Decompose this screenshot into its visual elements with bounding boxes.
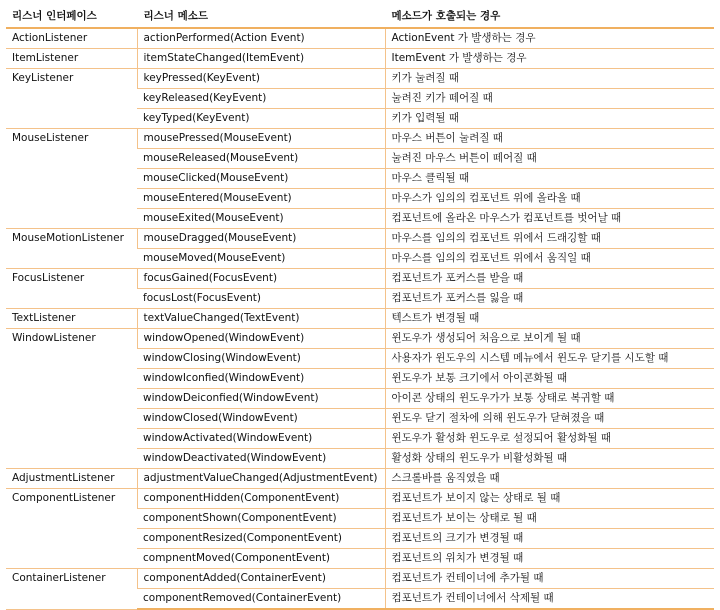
cell-when: 눌려진 마우스 버튼이 떼어질 때 [385, 149, 714, 169]
cell-method: componentShown(ComponentEvent) [137, 509, 385, 529]
table-row [6, 569, 714, 589]
cell-interface: AdjustmentListener [6, 469, 137, 489]
cell-when: 키가 입력될 때 [385, 109, 714, 129]
cell-when: 윈도우 닫기 절차에 의해 윈도우가 닫혀졌을 때 [385, 409, 714, 429]
cell-method: mouseExited(MouseEvent) [137, 209, 385, 229]
table-row [6, 69, 714, 89]
table-row [6, 469, 714, 489]
cell-when: 컴포넌트가 컨테이너에서 삭제될 때 [385, 589, 714, 610]
header-interface: 리스너 인터페이스 [6, 6, 137, 28]
cell-method: adjustmentValueChanged(AdjustmentEvent) [137, 469, 385, 489]
cell-method: windowActivated(WindowEvent) [137, 429, 385, 449]
cell-when: 컴포넌트가 컨테이너에 추가될 때 [385, 569, 714, 589]
listener-table-container [6, 6, 714, 610]
cell-method: focusLost(FocusEvent) [137, 289, 385, 309]
cell-when: 눌려진 키가 떼어질 때 [385, 89, 714, 109]
table-header-row [6, 6, 714, 28]
cell-when: 컴포넌트가 보이는 상태로 될 때 [385, 509, 714, 529]
cell-when: 스크롤바를 움직였을 때 [385, 469, 714, 489]
cell-when: 사용자가 윈도우의 시스템 메뉴에서 윈도우 닫기를 시도할 때 [385, 349, 714, 369]
cell-method: textValueChanged(TextEvent) [137, 309, 385, 329]
cell-interface: MouseMotionListener [6, 229, 137, 269]
cell-interface: WindowListener [6, 329, 137, 469]
cell-method: windowClosing(WindowEvent) [137, 349, 385, 369]
cell-method: windowDeiconfied(WindowEvent) [137, 389, 385, 409]
cell-method: keyPressed(KeyEvent) [137, 69, 385, 89]
cell-method: windowDeactivated(WindowEvent) [137, 449, 385, 469]
table-row [6, 129, 714, 149]
cell-interface: TextListener [6, 309, 137, 329]
cell-method: componentResized(ComponentEvent) [137, 529, 385, 549]
cell-when: 컴포넌트의 크기가 변경될 때 [385, 529, 714, 549]
cell-interface: MouseListener [6, 129, 137, 229]
cell-method: windowIconfied(WindowEvent) [137, 369, 385, 389]
table-row [6, 229, 714, 249]
cell-method: componentAdded(ContainerEvent) [137, 569, 385, 589]
table-row [6, 49, 714, 69]
cell-when: 윈도우가 활성화 윈도우로 설정되어 활성화될 때 [385, 429, 714, 449]
header-method: 리스너 메소드 [137, 6, 385, 28]
cell-interface: KeyListener [6, 69, 137, 129]
cell-when: 컴포넌트에 올라온 마우스가 컴포넌트를 벗어날 때 [385, 209, 714, 229]
cell-method: componentHidden(ComponentEvent) [137, 489, 385, 509]
table-body [6, 28, 714, 609]
cell-when: 컴포넌트가 포커스를 받을 때 [385, 269, 714, 289]
table-row [6, 489, 714, 509]
table-row [6, 329, 714, 349]
listener-table [6, 6, 714, 610]
cell-method: itemStateChanged(ItemEvent) [137, 49, 385, 69]
table-row [6, 309, 714, 329]
cell-method: windowClosed(WindowEvent) [137, 409, 385, 429]
cell-method: compnentMoved(ComponentEvent) [137, 549, 385, 569]
cell-when: 윈도우가 보통 크기에서 아이콘화될 때 [385, 369, 714, 389]
cell-method: keyTyped(KeyEvent) [137, 109, 385, 129]
cell-method: mouseMoved(MouseEvent) [137, 249, 385, 269]
table-row [6, 269, 714, 289]
cell-when: 마우스를 임의의 컴포넌트 위에서 드래깅할 때 [385, 229, 714, 249]
cell-when: 마우스를 임의의 컴포넌트 위에서 움직일 때 [385, 249, 714, 269]
cell-interface: ActionListener [6, 28, 137, 49]
cell-when: 컴포넌트의 위치가 변경될 때 [385, 549, 714, 569]
cell-method: mousePressed(MouseEvent) [137, 129, 385, 149]
cell-when: 마우스 클릭될 때 [385, 169, 714, 189]
cell-method: mouseClicked(MouseEvent) [137, 169, 385, 189]
cell-method: mouseDragged(MouseEvent) [137, 229, 385, 249]
cell-when: 마우스가 임의의 컴포넌트 위에 올라올 때 [385, 189, 714, 209]
cell-interface: FocusListener [6, 269, 137, 309]
cell-method: windowOpened(WindowEvent) [137, 329, 385, 349]
cell-method: focusGained(FocusEvent) [137, 269, 385, 289]
cell-interface: ComponentListener [6, 489, 137, 569]
cell-when: ActionEvent 가 발생하는 경우 [385, 28, 714, 49]
cell-when: 아이콘 상태의 윈도우가가 보통 상태로 복귀할 때 [385, 389, 714, 409]
cell-when: 컴포넌트가 보이지 않는 상태로 될 때 [385, 489, 714, 509]
cell-when: 활성화 상태의 윈도우가 비활성화될 때 [385, 449, 714, 469]
cell-method: keyReleased(KeyEvent) [137, 89, 385, 109]
cell-method: mouseEntered(MouseEvent) [137, 189, 385, 209]
cell-method: mouseReleased(MouseEvent) [137, 149, 385, 169]
cell-when: 키가 눌려질 때 [385, 69, 714, 89]
header-when: 메소드가 호출되는 경우 [385, 6, 714, 28]
cell-method: componentRemoved(ContainerEvent) [137, 589, 385, 610]
cell-interface: ContainerListener [6, 569, 137, 610]
cell-when: 마우스 버튼이 눌려질 때 [385, 129, 714, 149]
table-row [6, 28, 714, 49]
cell-when: 컴포넌트가 포커스를 잃을 때 [385, 289, 714, 309]
cell-when: ItemEvent 가 발생하는 경우 [385, 49, 714, 69]
cell-when: 윈도우가 생성되어 처음으로 보이게 될 때 [385, 329, 714, 349]
cell-interface: ItemListener [6, 49, 137, 69]
cell-method: actionPerformed(Action Event) [137, 28, 385, 49]
cell-when: 텍스트가 변경될 때 [385, 309, 714, 329]
